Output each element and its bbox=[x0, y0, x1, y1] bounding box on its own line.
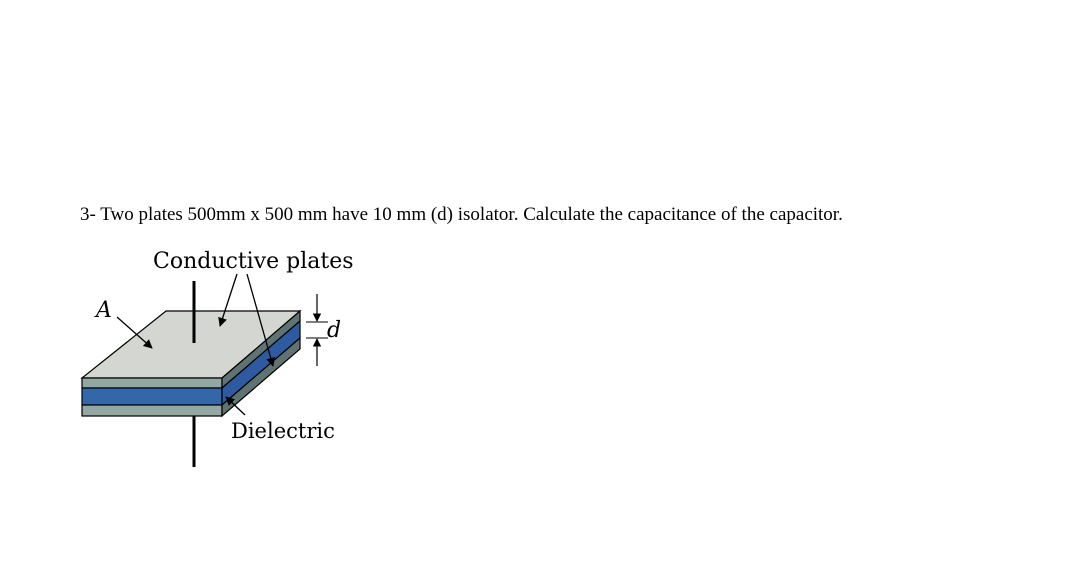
conductive-plates-label: Conductive plates bbox=[153, 249, 354, 274]
dielectric-front bbox=[82, 388, 222, 405]
question-text: 3- Two plates 500mm x 500 mm have 10 mm (d) isolator. Calculate the capacitance of the capacitor. bbox=[80, 204, 843, 225]
top-plate-front bbox=[82, 378, 222, 388]
bottom-plate-front bbox=[82, 405, 222, 416]
area-label: A bbox=[96, 298, 112, 323]
dielectric-label: Dielectric bbox=[231, 419, 335, 443]
distance-label: d bbox=[327, 318, 342, 343]
